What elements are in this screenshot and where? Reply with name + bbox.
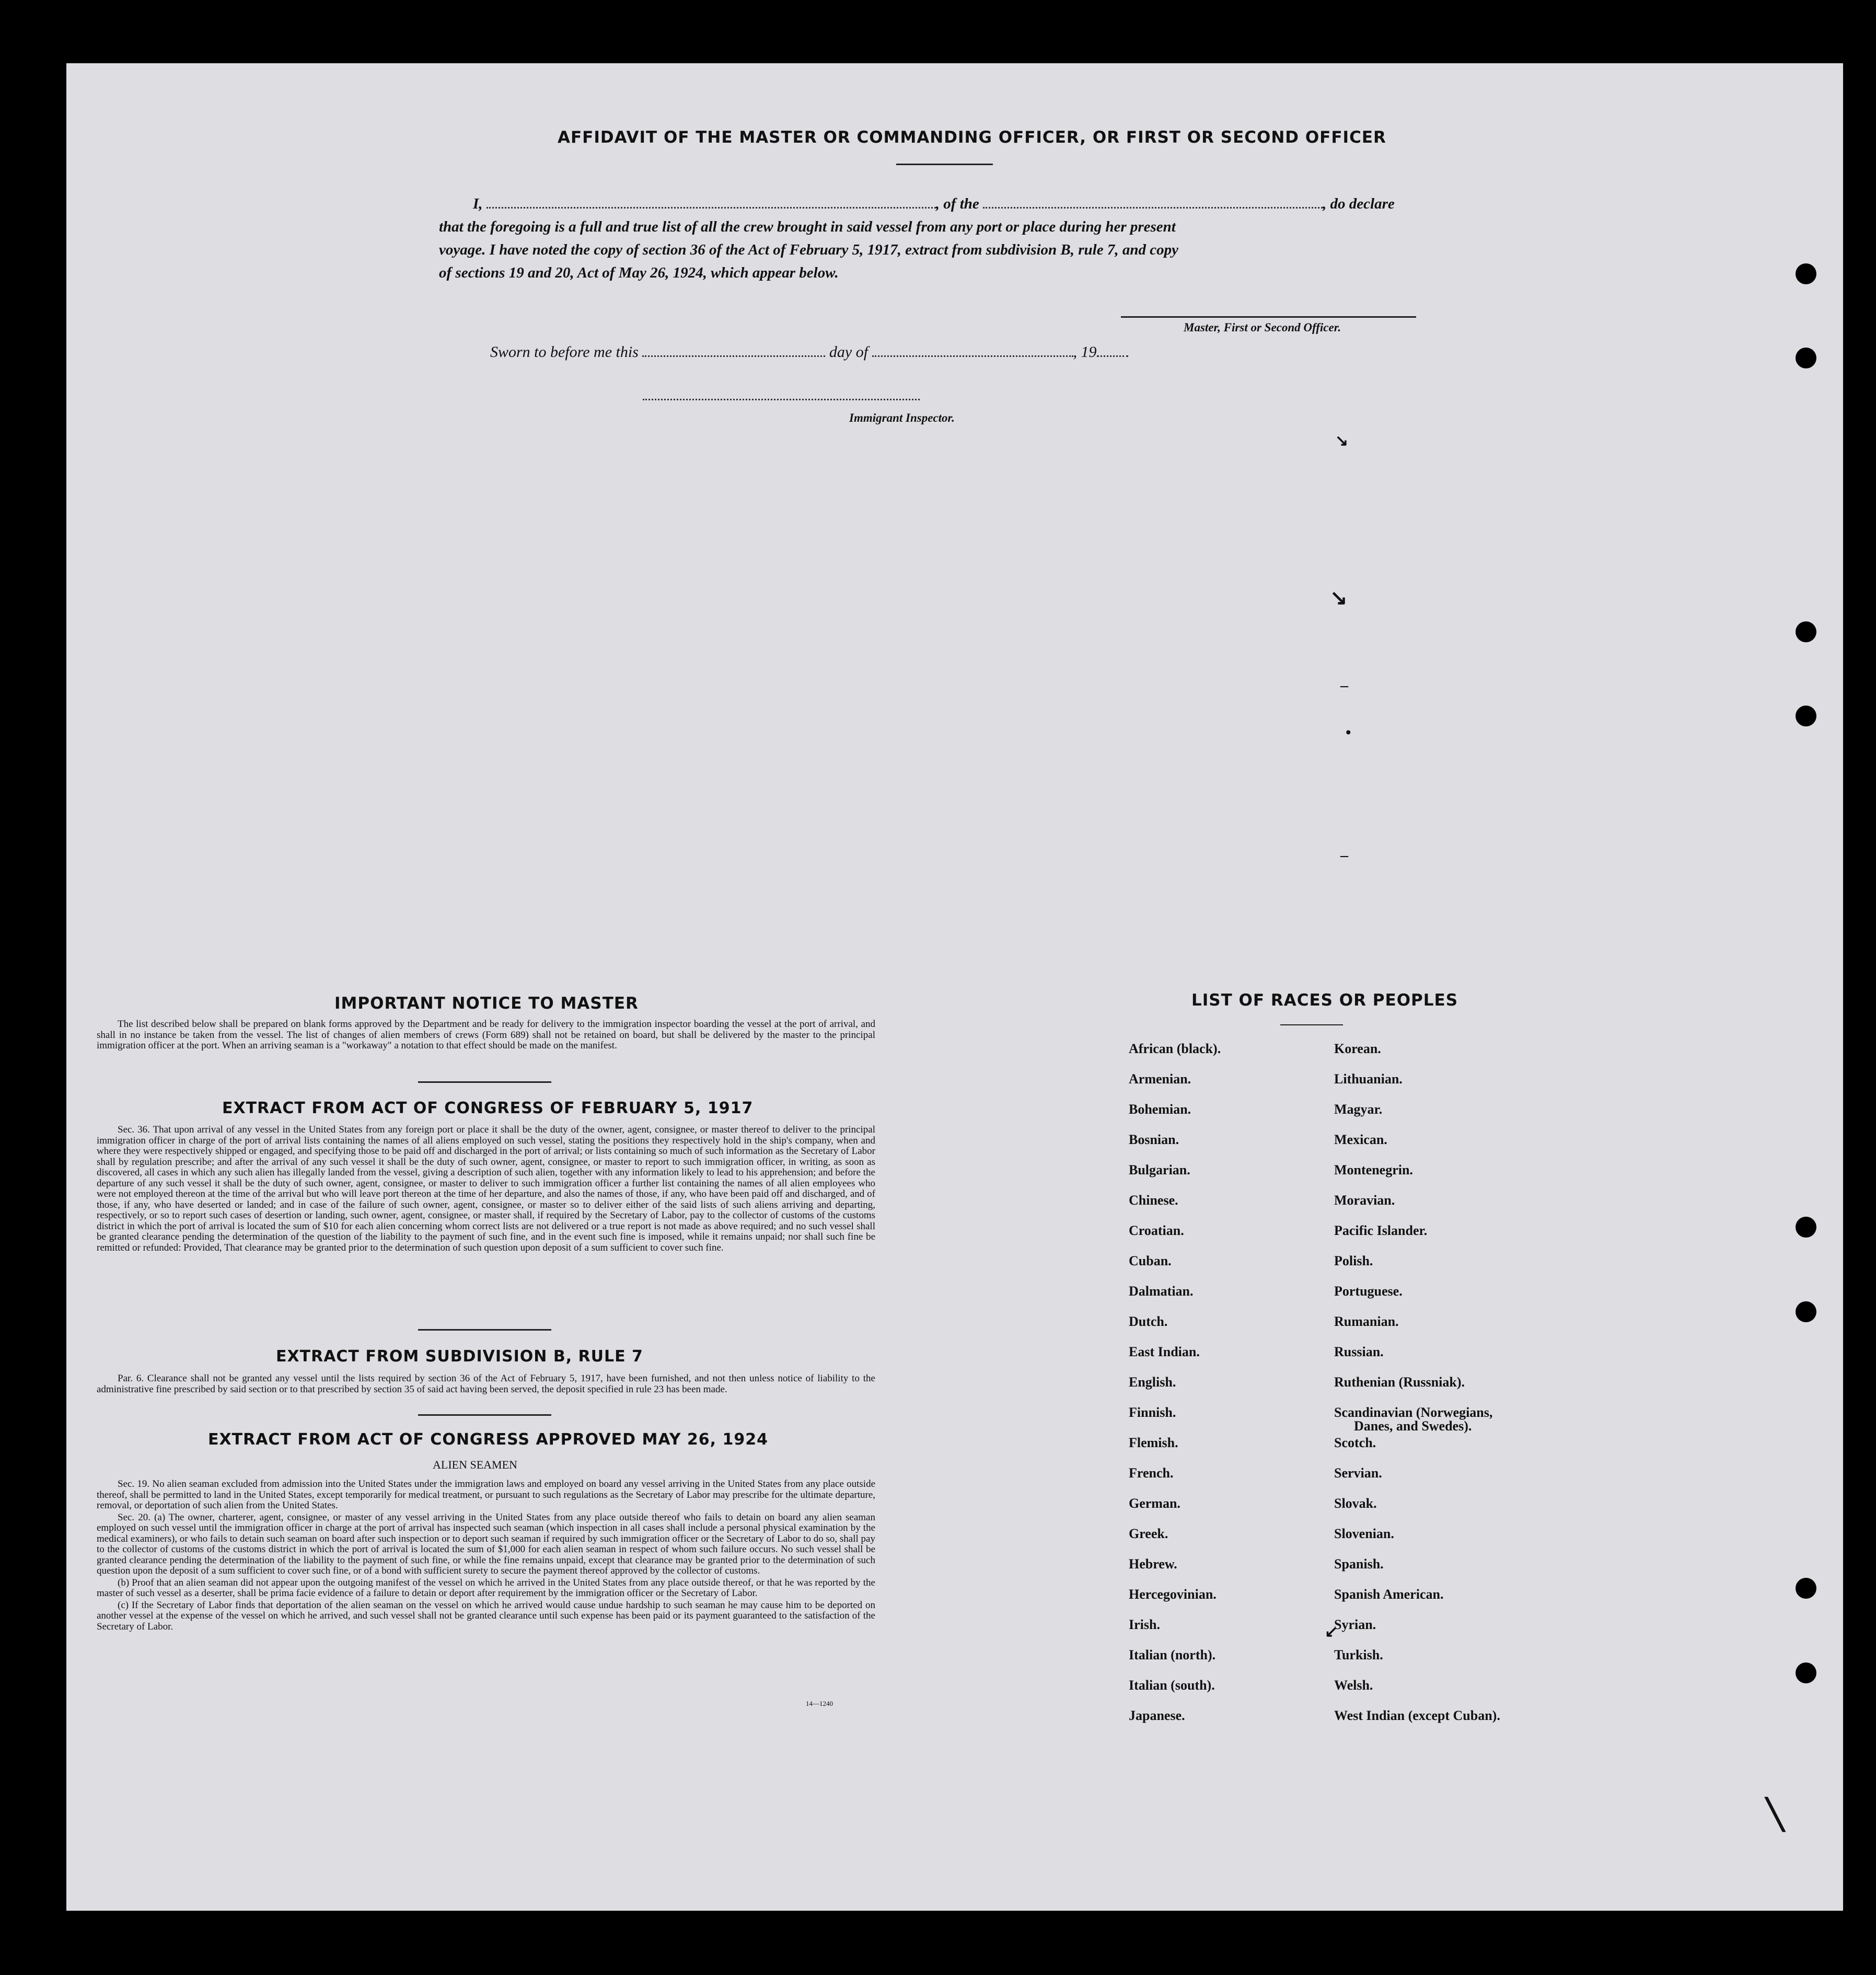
extract-b7-text <box>97 1373 875 1396</box>
sec-19-paragraph: Sec. 19. No alien seaman excluded from admission into the United States under the immigration laws and employed on board any vessel arriving in the United States from any place outside thereof, shall be permitted to land in the United States, except temporarily for medical treatment, or pursuant to such regulations as the Secretary of Labor may prescribe for the ultimate departure, removal, or deportation of such alien from the United States. <box>97 1479 875 1511</box>
race-item: Spanish. <box>1334 1556 1384 1572</box>
race-item: Magyar. <box>1334 1102 1383 1117</box>
affidavit-title: AFFIDAVIT OF THE MASTER OR COMMANDING OFFICER, OR FIRST OR SECOND OFFICER <box>558 128 1386 147</box>
race-item: Italian (north). <box>1129 1647 1216 1662</box>
inspector-signature-line[interactable] <box>643 399 920 400</box>
race-item: Armenian. <box>1129 1071 1191 1087</box>
vessel-name-field[interactable] <box>983 207 1323 209</box>
master-signature-label: Master, First or Second Officer. <box>1184 321 1341 334</box>
race-item: Bohemian. <box>1129 1102 1191 1117</box>
race-item: Spanish American. <box>1334 1587 1444 1602</box>
sec-36-paragraph: Sec. 36. That upon arrival of any vessel in the United States from any foreign port or place it shall be the duty of the owner, agent, consignee, or master thereof to deliver to the principal immigration officer in charge of the port of arrival lists containing the names of all aliens employed on such vessel, stating the positions they respectively hold in the ship's company, when and where they were respectively shipped or engaged, and specifying those to be paid off and discharged in the port of arrival; or lists containing so much of such information as the Secretary of Labor shall by regulation prescribe; and after the arrival of any such vessel it shall be the duty of such owner, agent, consignee, or master to report to such immigration officer, in writing, as soon as discovered, all cases in which any such alien has illegally landed from the vessel, giving a description of such alien, together with any information likely to lead to his apprehension; and before the departure of any such vessel it shall be the duty of such owner, agent, consignee, or master to deliver to such immigration officer a further list containing the names of all alien employees who were not employed thereon at the time of the arrival but who will leave port thereon at the time of her departure, and also the names of those, if any, who have been paid off and discharged, and of those, if any, who have deserted or landed; and in case of the failure of such owner, agent, consignee, or master so to deliver either of the said lists of such aliens arriving and departing, respectively, or so to report such cases of desertion or landing, such owner, agent, consignee, or master shall, if required by the Secretary of Labor, pay to the collector of customs of the customs district in which the port of arrival is located the sum of $10 for each alien concerning whom correct lists are not delivered or a true report is not made as above required; and no such vessel shall be granted clearance pending the determination of the question of the liability to the payment of such fine, and in the event such fine is imposed, while it remains unpaid; nor shall such fine be remitted or refunded: Provided, That clearance may be granted prior to the determination of such question upon deposit of a sum sufficient to cover such fine. <box>97 1124 875 1253</box>
sec-20a-paragraph: Sec. 20. (a) The owner, charterer, agent, consignee, or master of any vessel arriving in the United States from any place outside thereof who fails to detain on board any alien seaman employed on such vessel until the immigration officer in charge at the port of arrival has inspected such seaman (which inspection in all cases shall include a personal physical examination by the medical examiners), or who fails to detain such seaman on board after such inspection or to deport such seaman if required by such immigration officer or the Secretary of Labor to do so, shall pay to the collector of customs of the customs district in which the port of arrival is located the sum of $1,000 for each alien seaman in respect of whom such failure occurs. No such vessel shall be granted clearance pending the determination of the liability to the payment of such fine, or while the fine remains unpaid, except that clearance may be granted prior to the determination of such question upon the deposit of a sum sufficient to cover such fine, or of a bond with sufficient surety to secure the payment thereof approved by the collector of customs. <box>97 1511 875 1576</box>
race-item: Chinese. <box>1129 1193 1178 1208</box>
divider <box>418 1081 551 1083</box>
declaration-do-declare: , do declare <box>1323 195 1395 212</box>
punch-hole <box>1796 706 1816 726</box>
punch-hole <box>1796 263 1816 284</box>
race-item: Bulgarian. <box>1129 1162 1190 1177</box>
sworn-line <box>490 343 1128 361</box>
extract-1924-text <box>97 1479 875 1633</box>
notice-title: IMPORTANT NOTICE TO MASTER <box>334 994 639 1013</box>
check-mark-icon: ↙ <box>1325 1623 1338 1641</box>
race-item: Scotch. <box>1334 1435 1376 1450</box>
race-item: Rumanian. <box>1334 1314 1399 1329</box>
inspector-signature-label: Immigrant Inspector. <box>849 411 955 424</box>
race-item: Cuban. <box>1129 1253 1172 1268</box>
race-item: Lithuanian. <box>1334 1071 1403 1087</box>
punch-hole <box>1796 1578 1816 1599</box>
check-mark-icon: ‒ <box>1340 677 1348 694</box>
divider <box>1280 1024 1343 1025</box>
sworn-day-field[interactable] <box>642 355 825 357</box>
extract-1917-text <box>97 1125 875 1254</box>
declaration-line-1 <box>473 195 1395 213</box>
race-item: Croatian. <box>1129 1223 1184 1238</box>
document-page <box>66 63 1843 1911</box>
race-item: Turkish. <box>1334 1647 1383 1662</box>
race-item: German. <box>1129 1496 1180 1511</box>
race-item: Welsh. <box>1334 1678 1373 1693</box>
sec-20c-paragraph: (c) If the Secretary of Labor finds that deportation of the alien seaman on the vessel on which he arrived would cause undue hardship to such seaman he may cause him to be deported on another vessel at the expense of the vessel on which he arrived, and such vessel shall not be granted clearance until such expense has been paid or its payment guaranteed to the satisfaction of the Secretary of Labor. <box>97 1599 875 1632</box>
race-item: Dutch. <box>1129 1314 1168 1329</box>
sec-20b-paragraph: (b) Proof that an alien seaman did not appear upon the outgoing manifest of the vessel on which he arrived in the United States from any place outside thereof, or that he was reported by the master of such vessel as a deserter, shall be prima facie evidence of a failure to detain or deport after requirement by the immigration officer or the Secretary of Labor. <box>97 1577 875 1599</box>
declaration-line-4: of sections 19 and 20, Act of May 26, 1924, which appear below. <box>439 264 839 281</box>
punch-hole <box>1796 1301 1816 1322</box>
race-item: Servian. <box>1334 1465 1382 1481</box>
master-signature-line[interactable] <box>1121 316 1416 318</box>
notice-text <box>97 1019 875 1053</box>
notice-paragraph: The list described below shall be prepared on blank forms approved by the Department and be ready for delivery to the immigration inspector boarding the vessel at the port of arrival, and shall in no instance be taken from the vessel. The list of changes of alien members of crews (Form 689) shall not be retained on board, but shall be delivered by the master to the principal immigration officer at the port. When an arriving seaman is a "workaway" a notation to that effect should be made on the manifest. <box>97 1019 875 1051</box>
race-item: Pacific Islander. <box>1334 1223 1428 1238</box>
extract-1924-title: EXTRACT FROM ACT OF CONGRESS APPROVED MAY 26, 1924 <box>208 1430 768 1449</box>
sworn-label: Sworn to before me this <box>490 343 639 361</box>
race-item-continuation: Danes, and Swedes). <box>1354 1418 1472 1434</box>
punch-hole <box>1796 621 1816 642</box>
race-item: Hercegovinian. <box>1129 1587 1217 1602</box>
race-item: Syrian. <box>1334 1617 1376 1632</box>
race-item: Irish. <box>1129 1617 1160 1632</box>
race-item: Portuguese. <box>1334 1284 1403 1299</box>
declaration-line-3: voyage. I have noted the copy of section 36 of the Act of February 5, 1917, extract from subdivision B, rule 7, and copy <box>439 241 1178 258</box>
race-item: French. <box>1129 1465 1174 1481</box>
race-item: Moravian. <box>1334 1193 1395 1208</box>
race-item: Hebrew. <box>1129 1556 1177 1572</box>
divider <box>418 1329 551 1331</box>
race-item: Slovak. <box>1334 1496 1377 1511</box>
race-item: Italian (south). <box>1129 1678 1215 1693</box>
divider <box>418 1414 551 1416</box>
race-item: Ruthenian (Russniak). <box>1334 1375 1465 1390</box>
divider <box>896 164 993 165</box>
check-mark-icon: ↘ <box>1335 432 1349 449</box>
year-label: , 19 <box>1073 343 1097 361</box>
race-item: West Indian (except Cuban). <box>1334 1708 1500 1723</box>
form-number: 14—1240 <box>806 1700 833 1707</box>
master-name-field[interactable] <box>487 207 936 209</box>
race-item: Polish. <box>1334 1253 1373 1268</box>
race-item: English. <box>1129 1375 1176 1390</box>
race-item: African (black). <box>1129 1041 1221 1056</box>
race-item: Korean. <box>1334 1041 1381 1056</box>
check-mark-icon: ↘ <box>1330 586 1348 609</box>
declaration-i: I, <box>473 195 483 212</box>
race-item: Mexican. <box>1334 1132 1387 1147</box>
races-title: LIST OF RACES OR PEOPLES <box>1191 991 1458 1010</box>
extract-b7-title: EXTRACT FROM SUBDIVISION B, RULE 7 <box>276 1347 643 1366</box>
day-of-label: day of <box>829 343 868 361</box>
punch-hole <box>1796 1662 1816 1683</box>
race-item: Japanese. <box>1129 1708 1185 1723</box>
race-item: Dalmatian. <box>1129 1284 1194 1299</box>
check-mark-icon: ╲ <box>1766 1799 1784 1831</box>
race-item: Scandinavian (Norwegians, <box>1334 1405 1493 1420</box>
race-item: East Indian. <box>1129 1344 1200 1359</box>
extract-1917-title: EXTRACT FROM ACT OF CONGRESS OF FEBRUARY 5, 1917 <box>222 1099 754 1117</box>
check-mark-icon: ‒ <box>1340 847 1348 864</box>
check-mark-icon: • <box>1346 724 1351 741</box>
race-item: Russian. <box>1334 1344 1384 1359</box>
race-item: Flemish. <box>1129 1435 1178 1450</box>
declaration-of-the: , of the <box>935 195 979 212</box>
race-item: Montenegrin. <box>1334 1162 1413 1177</box>
sworn-month-field[interactable] <box>872 355 1073 357</box>
par-6-paragraph: Par. 6. Clearance shall not be granted any vessel until the lists required by section 36 of the Act of February 5, 1917, have been furnished, and not then unless notice of liability to the administrative fine prescribed by said section or to that prescribed by section 35 of said act having been served, the deposit specified in rule 23 has been made. <box>97 1373 875 1395</box>
race-item: Greek. <box>1129 1526 1168 1541</box>
punch-hole <box>1796 348 1816 368</box>
race-item: Slovenian. <box>1334 1526 1394 1541</box>
alien-seamen-subtitle: ALIEN SEAMEN <box>433 1458 517 1471</box>
punch-hole <box>1796 1217 1816 1238</box>
race-item: Finnish. <box>1129 1405 1176 1420</box>
sworn-year-field[interactable] <box>1097 355 1128 357</box>
race-item: Bosnian. <box>1129 1132 1179 1147</box>
declaration-line-2: that the foregoing is a full and true list of all the crew brought in said vessel from any port or place during her present <box>439 218 1176 235</box>
